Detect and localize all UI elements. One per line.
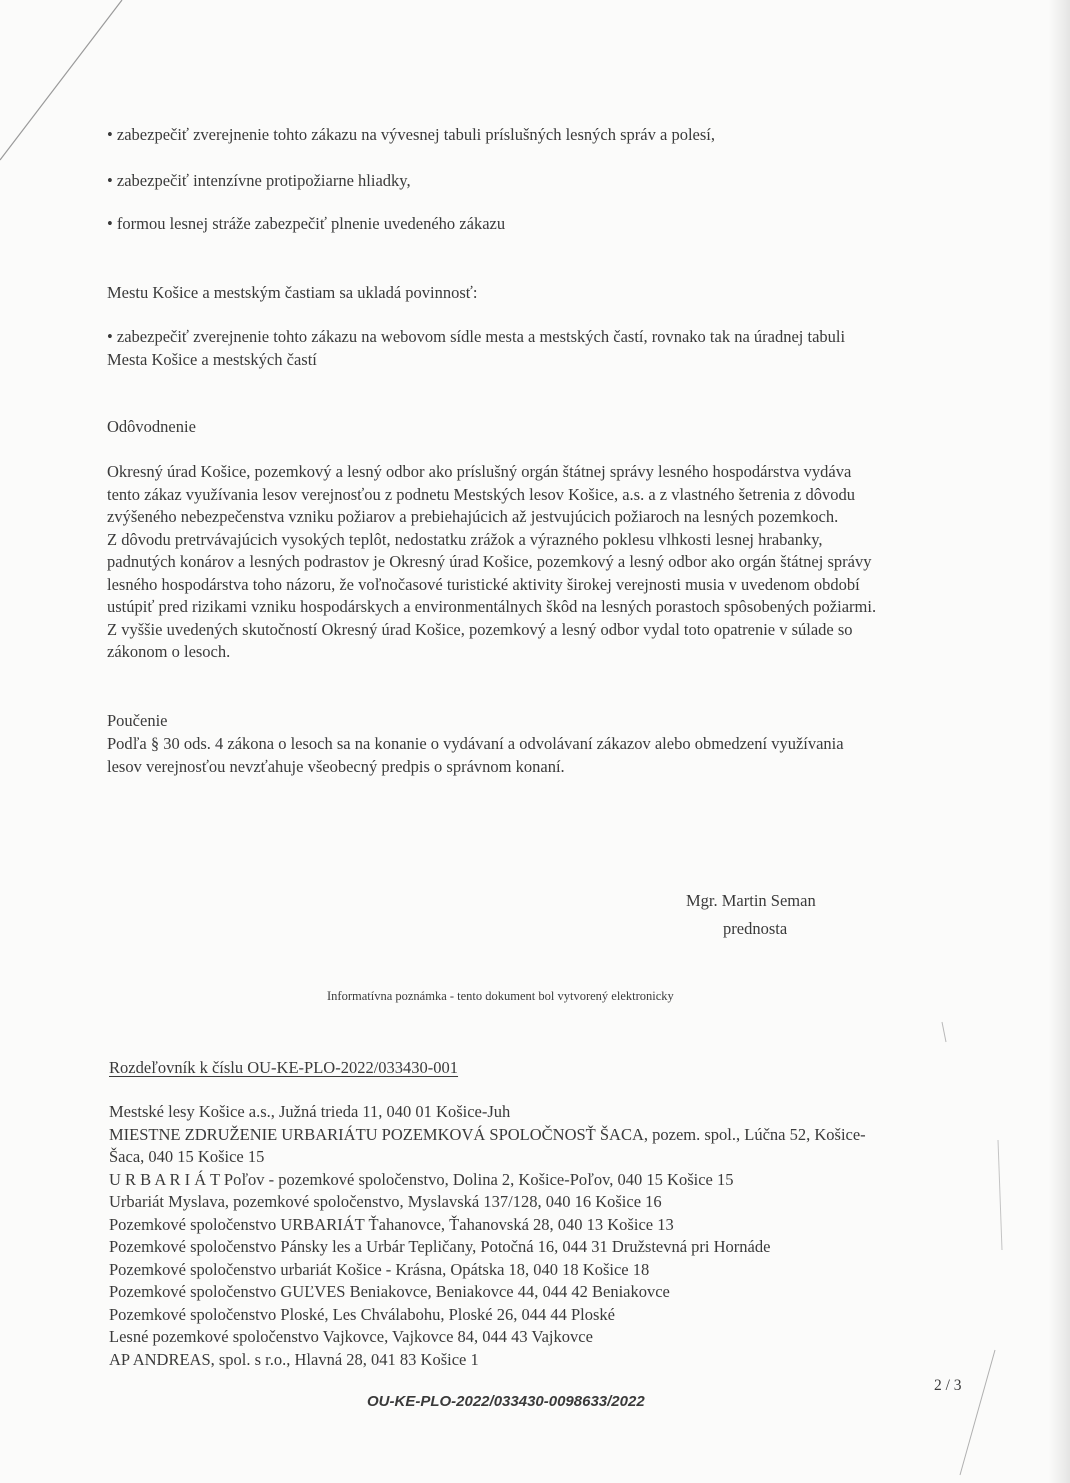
justification-line: ustúpiť pred rizikami vzniku hospodárskych a environmentálnych škôd na lesných porastoch spôsobených požiarmi. <box>107 597 877 616</box>
scan-page-edge-shadow <box>1048 0 1070 1483</box>
justification-heading: Odôvodnenie <box>107 417 196 436</box>
instruction-line: Podľa § 30 ods. 4 zákona o lesoch sa na konanie o vydávaní a odvolávaní zákazov alebo obmedzení využívania <box>107 734 844 753</box>
distribution-recipient: Lesné pozemkové spoločenstvo Vajkovce, Vajkovce 84, 044 43 Vajkovce <box>109 1327 593 1346</box>
instruction-heading: Poučenie <box>107 711 168 730</box>
distribution-recipient: Pozemkové spoločenstvo Ploské, Les Chválabohu, Ploské 26, 044 44 Ploské <box>109 1304 615 1324</box>
signature-title: prednosta <box>723 919 788 938</box>
distribution-recipient: U R B A R I Á T Poľov - pozemkové spoločenstvo, Dolina 2, Košice-Poľov, 040 15 Košice 15 <box>109 1169 734 1189</box>
distribution-recipient: Pozemkové spoločenstvo urbariát Košice - Krásna, Opátska 18, 040 18 Košice 18 <box>109 1259 650 1279</box>
distribution-recipient: MIESTNE ZDRUŽENIE URBARIÁTU POZEMKOVÁ SPOLOČNOSŤ ŠACA, pozem. spol., Lúčna 52, Košice- <box>109 1124 866 1144</box>
city-duty-heading: Mestu Košice a mestským častiam sa ukladá povinnosť: <box>107 283 478 302</box>
justification-line: Z vyššie uvedených skutočností Okresný úrad Košice, pozemkový a lesný odbor vydal toto opatrenie v súlade so <box>107 619 853 639</box>
page-number: 2 / 3 <box>934 1377 962 1394</box>
justification-line: Okresný úrad Košice, pozemkový a lesný odbor ako príslušný orgán štátnej správy lesného hospodárstva vydáva <box>107 462 852 481</box>
distribution-recipient: Pozemkové spoločenstvo GUĽVES Beniakovce, Beniakovce 44, 044 42 Beniakovce <box>109 1282 670 1301</box>
distribution-recipient: Pozemkové spoločenstvo Pánsky les a Urbár Tepličany, Potočná 16, 044 31 Družstevná pri Hornáde <box>109 1237 771 1256</box>
justification-line: lesného hospodárstva toho názoru, že voľnočasové turistické aktivity širokej verejnosti musia v uvedenom období <box>107 574 860 594</box>
electronic-document-note: Informatívna poznámka - tento dokument bol vytvorený elektronicky <box>327 989 674 1003</box>
forest-bullet-2: • zabezpečiť intenzívne protipožiarne hliadky, <box>107 171 411 190</box>
city-bullet-line-2: Mesta Košice a mestských častí <box>107 349 317 369</box>
instruction-line: lesov verejnosťou nevzťahuje všeobecný predpis o správnom konaní. <box>107 756 565 776</box>
city-bullet-line-1: • zabezpečiť zverejnenie tohto zákazu na webovom sídle mesta a mestských častí, rovnako tak na úradnej tabuli <box>107 327 846 346</box>
city-bullet <box>107 326 965 371</box>
justification-line: tento zákaz využívania lesov verejnosťou z podnetu Mestských lesov Košice, a.s. a z vlastného šetrenia z dôvodu <box>107 484 855 504</box>
justification-line: zákonom o lesoch. <box>107 642 231 661</box>
distribution-recipient: Šaca, 040 15 Košice 15 <box>109 1147 265 1166</box>
forest-bullet-3: • formou lesnej stráže zabezpečiť plnenie uvedeného zákazu <box>107 214 506 233</box>
distribution-list <box>109 1101 979 1371</box>
signature-name: Mgr. Martin Seman <box>686 891 816 910</box>
justification-paragraph <box>107 461 967 664</box>
instruction-paragraph <box>107 733 967 778</box>
distribution-recipient: AP ANDREAS, spol. s r.o., Hlavná 28, 041 83 Košice 1 <box>109 1349 479 1369</box>
justification-line: padnutých konárov a lesných podrastov je Okresný úrad Košice, pozemkový a lesný odbor ako orgán štátnej správy <box>107 552 872 571</box>
forest-bullet-1: • zabezpečiť zverejnenie tohto zákazu na vývesnej tabuli príslušných lesných správ a polesí, <box>107 125 715 144</box>
document-reference-number: OU-KE-PLO-2022/033430-0098633/2022 <box>367 1393 645 1410</box>
justification-line: Z dôvodu pretrvávajúcich vysokých teplôt, nedostatku zrážok a výrazného poklesu vlhkosti lesnej hrabanky, <box>107 529 823 549</box>
distribution-recipient: Urbariát Myslava, pozemkové spoločenstvo, Myslavská 137/128, 040 16 Košice 16 <box>109 1192 662 1211</box>
distribution-recipient: Mestské lesy Košice a.s., Južná trieda 11, 040 01 Košice-Juh <box>109 1102 511 1121</box>
justification-line: zvýšeného nebezpečenstva vzniku požiarov a prebiehajúcich až jestvujúcich požiaroch na lesných pozemkoch. <box>107 507 839 526</box>
distribution-heading: Rozdeľovník k číslu OU-KE-PLO-2022/033430-001 <box>109 1058 459 1077</box>
distribution-recipient: Pozemkové spoločenstvo URBARIÁT Ťahanovce, Ťahanovská 28, 040 13 Košice 13 <box>109 1214 674 1234</box>
